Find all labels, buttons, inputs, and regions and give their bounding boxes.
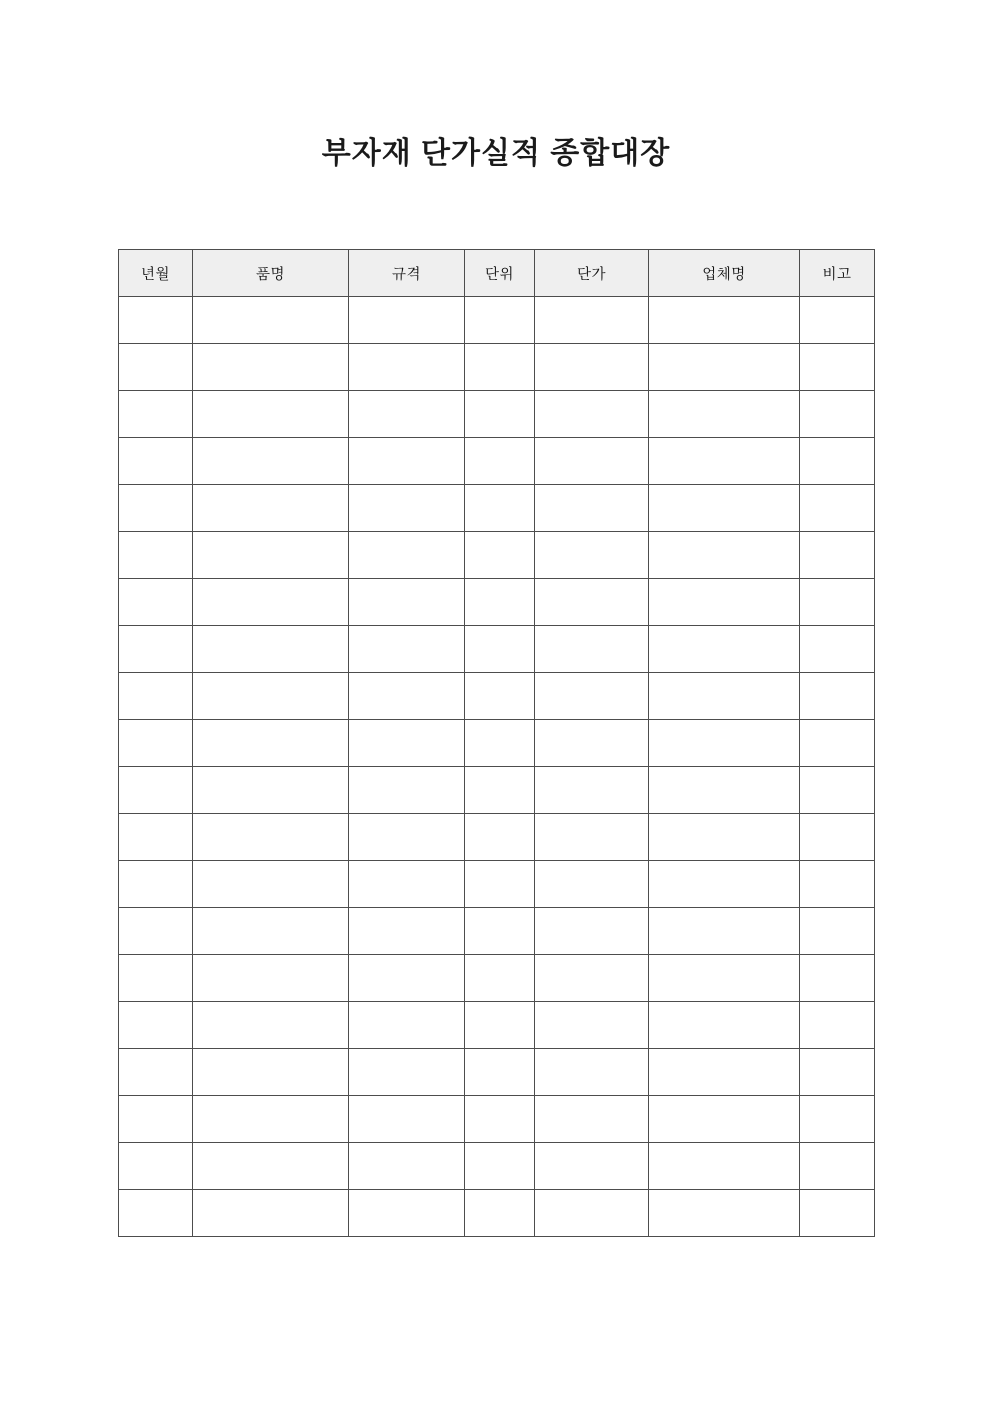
table-cell-price[interactable] [535, 1002, 649, 1049]
table-cell-note[interactable] [800, 1096, 875, 1143]
column-header-note: 비고 [800, 250, 875, 297]
table-cell-price[interactable] [535, 1096, 649, 1143]
table-cell-ym[interactable] [119, 767, 193, 814]
table-cell-unit[interactable] [465, 438, 535, 485]
table-cell-note[interactable] [800, 955, 875, 1002]
table-cell-ym[interactable] [119, 720, 193, 767]
table-cell-price[interactable] [535, 767, 649, 814]
table-cell-ym[interactable] [119, 1096, 193, 1143]
column-header-unit: 단위 [465, 250, 535, 297]
ledger-table [118, 249, 875, 1237]
table-cell-comp[interactable] [649, 344, 800, 391]
table-cell-comp[interactable] [649, 626, 800, 673]
table-row [119, 767, 875, 814]
table-cell-comp[interactable] [649, 767, 800, 814]
table-cell-comp[interactable] [649, 1002, 800, 1049]
table-cell-spec[interactable] [349, 861, 465, 908]
table-row [119, 579, 875, 626]
table-cell-unit[interactable] [465, 1049, 535, 1096]
table-cell-comp[interactable] [649, 485, 800, 532]
table-cell-spec[interactable] [349, 532, 465, 579]
table-cell-price[interactable] [535, 438, 649, 485]
table-cell-name[interactable] [193, 485, 349, 532]
table-cell-note[interactable] [800, 485, 875, 532]
table-cell-price[interactable] [535, 720, 649, 767]
table-cell-unit[interactable] [465, 532, 535, 579]
page-title: 부자재 단가실적 종합대장 [321, 137, 671, 170]
table-row [119, 297, 875, 344]
table-cell-price[interactable] [535, 579, 649, 626]
table-cell-price[interactable] [535, 532, 649, 579]
table-cell-note[interactable] [800, 720, 875, 767]
table-cell-spec[interactable] [349, 955, 465, 1002]
table-cell-note[interactable] [800, 532, 875, 579]
table-cell-name[interactable] [193, 720, 349, 767]
table-cell-comp[interactable] [649, 1049, 800, 1096]
table-row [119, 673, 875, 720]
table-cell-unit[interactable] [465, 579, 535, 626]
table-cell-ym[interactable] [119, 297, 193, 344]
table-cell-ym[interactable] [119, 673, 193, 720]
table-cell-unit[interactable] [465, 720, 535, 767]
table-row [119, 1049, 875, 1096]
table-cell-price[interactable] [535, 955, 649, 1002]
table-cell-ym[interactable] [119, 1002, 193, 1049]
table-cell-note[interactable] [800, 1049, 875, 1096]
table-cell-unit[interactable] [465, 861, 535, 908]
table-cell-spec[interactable] [349, 626, 465, 673]
table-row [119, 1190, 875, 1237]
table-cell-ym[interactable] [119, 814, 193, 861]
table-cell-name[interactable] [193, 1096, 349, 1143]
table-cell-note[interactable] [800, 908, 875, 955]
table-cell-comp[interactable] [649, 1190, 800, 1237]
table-cell-spec[interactable] [349, 1002, 465, 1049]
column-header-spec: 규격 [349, 250, 465, 297]
table-cell-note[interactable] [800, 767, 875, 814]
table-row [119, 1096, 875, 1143]
table-cell-unit[interactable] [465, 1002, 535, 1049]
table-cell-note[interactable] [800, 297, 875, 344]
table-cell-unit[interactable] [465, 485, 535, 532]
table-row [119, 391, 875, 438]
table-cell-unit[interactable] [465, 297, 535, 344]
table-cell-name[interactable] [193, 579, 349, 626]
table-cell-spec[interactable] [349, 344, 465, 391]
table-cell-ym[interactable] [119, 861, 193, 908]
table-cell-unit[interactable] [465, 767, 535, 814]
table-cell-spec[interactable] [349, 391, 465, 438]
table-cell-ym[interactable] [119, 955, 193, 1002]
table-cell-comp[interactable] [649, 908, 800, 955]
table-cell-ym[interactable] [119, 1049, 193, 1096]
table-cell-name[interactable] [193, 1049, 349, 1096]
table-row [119, 1002, 875, 1049]
table-row [119, 344, 875, 391]
table-cell-unit[interactable] [465, 1143, 535, 1190]
table-row [119, 532, 875, 579]
table-cell-note[interactable] [800, 579, 875, 626]
table-cell-ym[interactable] [119, 485, 193, 532]
table-cell-price[interactable] [535, 1190, 649, 1237]
table-row [119, 720, 875, 767]
table-cell-name[interactable] [193, 767, 349, 814]
table-cell-comp[interactable] [649, 1143, 800, 1190]
column-header-comp: 업체명 [649, 250, 800, 297]
table-cell-note[interactable] [800, 391, 875, 438]
table-cell-price[interactable] [535, 673, 649, 720]
table-cell-name[interactable] [193, 344, 349, 391]
table-cell-spec[interactable] [349, 579, 465, 626]
table-header-row [119, 250, 875, 297]
table-row [119, 438, 875, 485]
table-cell-spec[interactable] [349, 814, 465, 861]
table-cell-unit[interactable] [465, 344, 535, 391]
table-cell-comp[interactable] [649, 391, 800, 438]
table-cell-name[interactable] [193, 955, 349, 1002]
table-cell-name[interactable] [193, 1002, 349, 1049]
table-row [119, 814, 875, 861]
table-cell-ym[interactable] [119, 908, 193, 955]
table-cell-name[interactable] [193, 673, 349, 720]
table-cell-spec[interactable] [349, 485, 465, 532]
table-cell-spec[interactable] [349, 1143, 465, 1190]
table-cell-name[interactable] [193, 297, 349, 344]
table-cell-note[interactable] [800, 344, 875, 391]
table-cell-price[interactable] [535, 1143, 649, 1190]
table-cell-note[interactable] [800, 438, 875, 485]
table-cell-name[interactable] [193, 908, 349, 955]
table-cell-price[interactable] [535, 814, 649, 861]
table-cell-spec[interactable] [349, 1049, 465, 1096]
table-cell-name[interactable] [193, 391, 349, 438]
table-cell-comp[interactable] [649, 720, 800, 767]
table-cell-unit[interactable] [465, 626, 535, 673]
table-cell-spec[interactable] [349, 1096, 465, 1143]
table-cell-ym[interactable] [119, 391, 193, 438]
table-cell-price[interactable] [535, 861, 649, 908]
table-cell-ym[interactable] [119, 438, 193, 485]
table-cell-name[interactable] [193, 438, 349, 485]
table-cell-spec[interactable] [349, 908, 465, 955]
table-cell-ym[interactable] [119, 532, 193, 579]
table-cell-name[interactable] [193, 532, 349, 579]
table-cell-name[interactable] [193, 861, 349, 908]
table-cell-spec[interactable] [349, 673, 465, 720]
table-cell-name[interactable] [193, 1190, 349, 1237]
table-cell-ym[interactable] [119, 626, 193, 673]
table-cell-unit[interactable] [465, 391, 535, 438]
table-row [119, 908, 875, 955]
table-cell-ym[interactable] [119, 1143, 193, 1190]
table-cell-spec[interactable] [349, 720, 465, 767]
ledger-table-container [118, 249, 874, 1237]
table-cell-comp[interactable] [649, 814, 800, 861]
table-row [119, 955, 875, 1002]
table-cell-comp[interactable] [649, 438, 800, 485]
table-cell-price[interactable] [535, 297, 649, 344]
table-cell-comp[interactable] [649, 1096, 800, 1143]
table-cell-name[interactable] [193, 1143, 349, 1190]
table-body [119, 297, 875, 1237]
table-cell-spec[interactable] [349, 1190, 465, 1237]
table-cell-comp[interactable] [649, 955, 800, 1002]
table-cell-spec[interactable] [349, 297, 465, 344]
column-header-price: 단가 [535, 250, 649, 297]
table-cell-unit[interactable] [465, 673, 535, 720]
table-row [119, 861, 875, 908]
table-cell-spec[interactable] [349, 767, 465, 814]
table-cell-ym[interactable] [119, 344, 193, 391]
table-cell-unit[interactable] [465, 1096, 535, 1143]
table-row [119, 1143, 875, 1190]
table-header [119, 250, 875, 297]
table-cell-price[interactable] [535, 485, 649, 532]
table-cell-note[interactable] [800, 1190, 875, 1237]
table-cell-note[interactable] [800, 861, 875, 908]
table-cell-price[interactable] [535, 626, 649, 673]
column-header-ym: 년월 [119, 250, 193, 297]
table-cell-name[interactable] [193, 626, 349, 673]
table-cell-unit[interactable] [465, 908, 535, 955]
table-cell-price[interactable] [535, 344, 649, 391]
table-cell-price[interactable] [535, 391, 649, 438]
table-cell-price[interactable] [535, 1049, 649, 1096]
table-cell-note[interactable] [800, 1143, 875, 1190]
table-cell-note[interactable] [800, 1002, 875, 1049]
column-header-name: 품명 [193, 250, 349, 297]
table-cell-comp[interactable] [649, 579, 800, 626]
table-cell-unit[interactable] [465, 1190, 535, 1237]
table-cell-note[interactable] [800, 673, 875, 720]
table-cell-name[interactable] [193, 814, 349, 861]
table-cell-spec[interactable] [349, 438, 465, 485]
table-cell-comp[interactable] [649, 532, 800, 579]
table-cell-note[interactable] [800, 814, 875, 861]
table-cell-comp[interactable] [649, 861, 800, 908]
table-row [119, 626, 875, 673]
table-cell-ym[interactable] [119, 579, 193, 626]
table-cell-unit[interactable] [465, 814, 535, 861]
table-cell-comp[interactable] [649, 297, 800, 344]
table-cell-comp[interactable] [649, 673, 800, 720]
table-cell-unit[interactable] [465, 955, 535, 1002]
table-row [119, 485, 875, 532]
table-cell-price[interactable] [535, 908, 649, 955]
table-cell-note[interactable] [800, 626, 875, 673]
table-cell-ym[interactable] [119, 1190, 193, 1237]
